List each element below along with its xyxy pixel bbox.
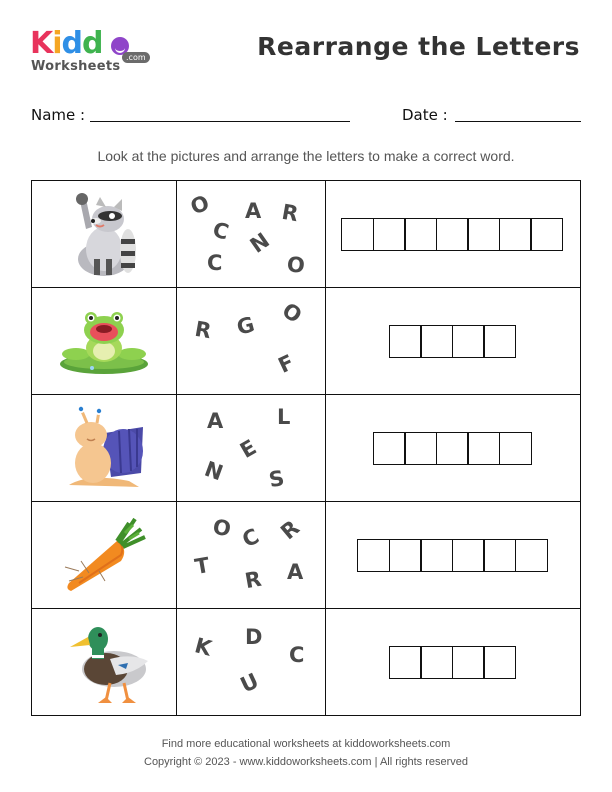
worksheet-table [31,180,581,716]
date-label: Date : [402,106,448,124]
answer-cell [326,502,581,609]
logo-letter: K [30,26,53,61]
scrambled-letter: O [277,298,307,328]
scrambled-letter: A [245,199,262,223]
letter-box[interactable] [436,218,469,251]
snail-icon [59,403,149,493]
picture-cell [32,502,177,609]
answer-cell [326,288,581,395]
answer-cell [326,181,581,288]
picture-cell [32,395,177,502]
carrot-icon [59,515,149,595]
logo-letter: d [82,26,103,61]
table-row [32,181,581,288]
scrambled-letter: E [235,435,261,463]
page-title: Rearrange the Letters [257,32,580,61]
answer-cell [326,609,581,716]
letter-box[interactable] [404,218,437,251]
letter-box[interactable] [389,646,422,679]
letter-box[interactable] [452,646,485,679]
letter-box[interactable] [483,539,516,572]
letter-box[interactable] [389,325,422,358]
scrambled-letter: G [234,312,258,340]
letter-box[interactable] [467,432,500,465]
logo-wordmark [30,28,103,60]
letter-box[interactable] [420,646,453,679]
logo-worksheets-text: Worksheets [31,59,121,74]
letter-box[interactable] [452,325,485,358]
table-row [32,502,581,609]
letter-box[interactable] [404,432,437,465]
scrambled-letter: A [287,560,304,584]
letter-box[interactable] [515,539,548,572]
letter-box[interactable] [530,218,563,251]
scrambled-letters-cell [177,288,326,395]
letter-box[interactable] [357,539,390,572]
scrambled-letter: U [236,668,263,698]
name-input-line[interactable] [90,121,350,122]
picture-cell [32,181,177,288]
letter-box[interactable] [420,539,453,572]
letter-box[interactable] [341,218,374,251]
letter-box[interactable] [483,646,516,679]
table-row [32,288,581,395]
letter-box[interactable] [467,218,500,251]
answer-boxes [326,502,580,608]
logo-letter: i [52,26,62,61]
letter-box[interactable] [499,432,532,465]
scrambled-letters-cell [177,502,326,609]
table-row [32,609,581,716]
scrambled-letter: O [211,514,233,542]
scrambled-letter: L [277,405,291,429]
scrambled-letter: O [285,252,306,278]
scrambled-letters-cell [177,181,326,288]
name-field [31,106,85,124]
scrambled-letter: A [207,409,224,433]
letter-box[interactable] [499,218,532,251]
answer-boxes [326,181,580,287]
scrambled-letter: S [267,465,287,493]
scrambled-letters-cell [177,609,326,716]
scrambled-letter: T [193,552,212,580]
scrambled-letter: R [276,515,304,545]
scrambled-letter: C [207,251,223,275]
scrambled-letter: C [210,217,232,245]
frog-icon [54,306,154,376]
scrambled-letter: K [192,633,215,661]
picture-cell [32,609,177,716]
duck-icon [56,617,152,707]
scrambled-letter: R [280,199,301,227]
scrambled-letter: N [201,456,227,486]
letter-box[interactable] [483,325,516,358]
scrambled-letters-cell [177,395,326,502]
name-label: Name : [31,106,86,124]
answer-boxes [326,395,580,501]
answer-boxes [326,609,580,715]
scrambled-letter: F [274,350,298,378]
footer-line-2: Copyright © 2023 - www.kiddoworksheets.com | All rights reserved [144,756,468,768]
letter-box[interactable] [373,432,406,465]
table-row [32,395,581,502]
letter-box[interactable] [436,432,469,465]
date-input-line[interactable] [455,121,581,122]
logo-letter: d [61,26,83,61]
raccoon-icon [64,189,144,279]
scrambled-letter: N [245,228,274,258]
scrambled-letter: O [187,190,213,220]
letter-box[interactable] [389,539,422,572]
scrambled-letter: R [193,316,214,344]
answer-cell [326,395,581,502]
instruction-text: Look at the pictures and arrange the letters to make a correct word. [97,148,515,164]
scrambled-letter: C [289,643,305,667]
logo-com-badge: .com [122,52,150,63]
letter-box[interactable] [373,218,406,251]
letter-box[interactable] [452,539,485,572]
scrambled-letter: C [238,523,263,553]
footer-line-1: Find more educational worksheets at kiddoworksheets.com [161,738,451,750]
kiddo-logo [30,28,160,76]
scrambled-letter: R [243,566,264,594]
date-field [402,106,448,124]
picture-cell [32,288,177,395]
scrambled-letter: D [245,625,263,649]
answer-boxes [326,288,580,394]
letter-box[interactable] [420,325,453,358]
